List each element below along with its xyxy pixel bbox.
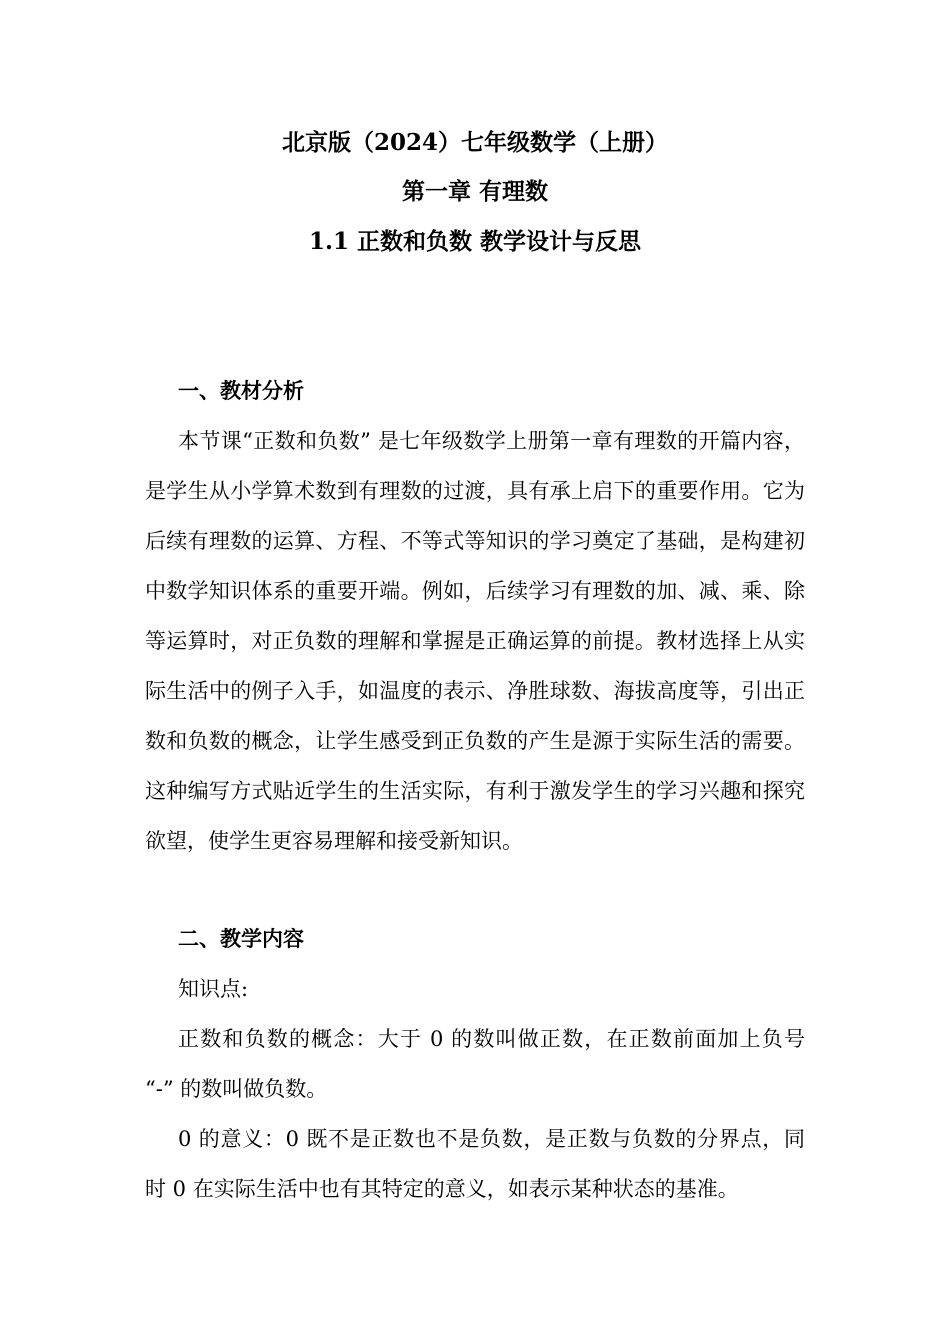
document-title-lesson: 1.1 正数和负数 教学设计与反思 <box>308 228 642 255</box>
document-title-chapter: 第一章 有理数 <box>401 178 548 205</box>
section-heading-textbook-analysis: 一、教材分析 <box>178 378 304 403</box>
knowledge-points-label: 知识点: <box>178 977 249 1001</box>
concept-paragraph: 正数和负数的概念：大于 0 的数叫做正数，在正数前面加上负号 “-” 的数叫做负数。 <box>145 1027 805 1101</box>
section-heading-teaching-content: 二、教学内容 <box>178 926 304 951</box>
document-title-book: 北京版（2024）七年级数学（上册） <box>281 129 668 156</box>
zero-meaning-paragraph: 0 的意义：0 既不是正数也不是负数，是正数与负数的分界点，同时 0 在实际生活中也有其特定的意义，如表示某种状态的基准。 <box>145 1127 805 1201</box>
textbook-analysis-paragraph: 本节课“正数和负数” 是七年级数学上册第一章有理数的开篇内容，是学生从小学算术数到有理数的过渡，具有承上启下的重要作用。它为后续有理数的运算、方程、不等式等知识的学习奠定了基础，是构建初中数学知识体系的重要开端。例如，后续学习有理数的加、减、乘、除等运算时，对正负数的理解和掌握是正确运算的前提。教材选择上从实际生活中的例子入手，如温度的表示、净胜球数、海拔高度等，引出正数和负数的概念，让学生感受到正负数的产生是源于实际生活的需要。这种编写方式贴近学生的生活实际，有利于激发学生的学习兴趣和探究欲望，使学生更容易理解和接受新知识。 <box>145 429 805 853</box>
